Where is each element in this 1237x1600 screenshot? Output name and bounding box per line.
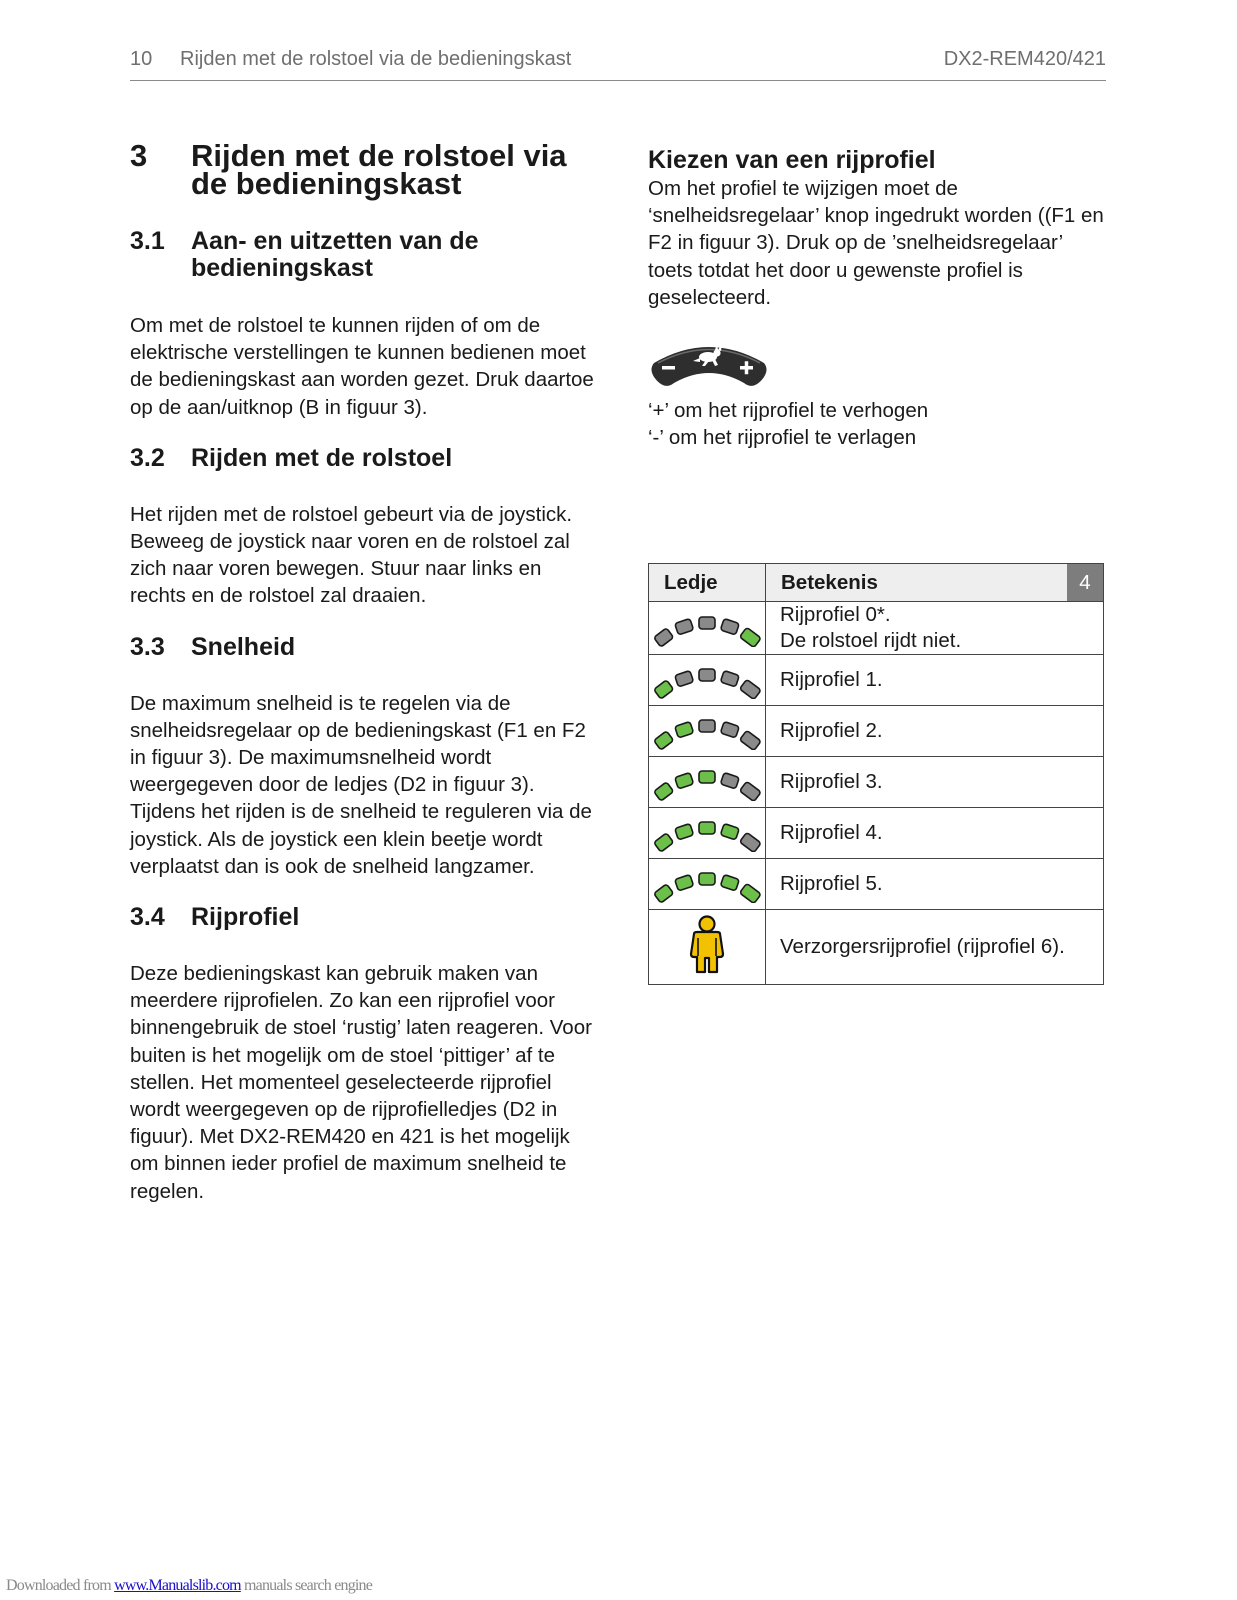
led-segment (720, 772, 739, 788)
meaning-line-1: Rijprofiel 4. (780, 821, 883, 844)
led-segment (675, 823, 694, 839)
section-body-3-2: Het rijden met de rolstoel gebeurt via de joystick. Beweeg de joystick naar voren en de rolstoel zal zich naar voren bewegen. Stuur naar links en rechts en de rolstoel zal draaien. (130, 502, 573, 608)
table-row (649, 602, 1104, 655)
led-indicator-icon (651, 757, 763, 801)
section-title: Rijprofiel (191, 903, 300, 932)
meaning-line-1: Rijprofiel 5. (780, 872, 883, 895)
led-segment (740, 832, 762, 852)
led-segment (740, 679, 762, 699)
led-segment (740, 781, 762, 801)
led-segment (654, 680, 674, 699)
table-row (649, 655, 1104, 706)
manualslib-link[interactable]: www.Manualslib.com (114, 1577, 241, 1594)
led-segment (654, 833, 674, 852)
section-title: Snelheid (191, 632, 296, 661)
section-title: Rijden met de rolstoel (191, 443, 453, 472)
meaning-cell (766, 808, 1104, 859)
table-row (649, 706, 1104, 757)
section-body-3-1: Om met de rolstoel te kunnen rijden of om de elektrische verstellingen te kunnen bedienen moet de bedieningskast aan worden gezet. Druk daartoe op de aan/uitknop (B in figuur 3). (130, 314, 594, 419)
led-segment (699, 822, 715, 834)
meaning-cell (766, 859, 1104, 910)
meaning-cell (766, 602, 1104, 655)
led-segment (720, 618, 739, 634)
table-row-caregiver (649, 910, 1104, 985)
download-footer (6, 1577, 372, 1595)
meaning-cell: Verzorgersrijprofiel (rijprofiel 6). (766, 910, 1104, 985)
profile-select-heading: Kiezen van een rijprofiel (648, 146, 936, 174)
col-header-meaning-label: Betekenis (781, 570, 878, 594)
table-header-row (649, 564, 1104, 602)
meaning-cell (766, 757, 1104, 808)
led-segment (720, 823, 739, 839)
page-number: 10 (130, 48, 153, 70)
chapter-title: Rijden met de rolstoel via de bedieningskast (191, 138, 567, 201)
section-heading-3-3 (130, 634, 595, 661)
led-indicator-icon (651, 859, 763, 903)
led-segment (699, 669, 715, 681)
led-indicator-icon (651, 706, 763, 750)
led-segment (675, 874, 694, 890)
figure-number-badge: 4 (1067, 564, 1103, 601)
plus-note: ‘+’ om het rijprofiel te verhogen (648, 399, 929, 423)
table-row (649, 757, 1104, 808)
caregiver-person-icon (687, 914, 727, 974)
led-segment (699, 720, 715, 732)
meaning-cell (766, 655, 1104, 706)
led-segment (740, 730, 762, 750)
led-cell (649, 910, 766, 985)
profile-table (648, 563, 1104, 985)
left-column (130, 140, 595, 1205)
meaning-line-1: Rijprofiel 2. (780, 719, 883, 742)
header-model: DX2-REM420/421 (943, 48, 1106, 70)
table-row (649, 808, 1104, 859)
meaning-line-1: Rijprofiel 0*. (780, 603, 891, 626)
led-segment (699, 873, 715, 885)
led-segment (740, 883, 762, 903)
footer-suffix: manuals search engine (240, 1577, 373, 1594)
led-segment (675, 721, 694, 737)
led-cell (649, 706, 766, 757)
section-number: 3.2 (130, 443, 165, 472)
led-segment (720, 721, 739, 737)
led-segment (654, 628, 674, 647)
meaning-line-1: Rijprofiel 1. (780, 668, 883, 691)
led-indicator-icon (651, 655, 763, 699)
led-cell (649, 757, 766, 808)
speed-rocker-icon (648, 339, 770, 393)
section-body-3-4: Deze bedieningskast kan gebruik maken van meerdere rijprofielen. Zo kan een rijprofiel voor binnengebruik de stoel ‘rustig’ laten reageren. Voor buiten is het mogelijk om de stoel ‘pittiger’ af te stellen. Het momenteel geselecteerde rijprofiel wordt weergegeven op de rijprofielledjes (D2 in figuur). Met DX2-REM420 en 421 is het mogelijk om binnen ieder profiel de maximum snelheid te regelen. (130, 962, 592, 1203)
led-segment (675, 772, 694, 788)
section-number: 3.1 (130, 227, 165, 255)
led-segment (654, 731, 674, 750)
meaning-line-1: Rijprofiel 3. (780, 770, 883, 793)
led-segment (720, 874, 739, 890)
led-indicator-icon (651, 603, 763, 647)
led-cell (649, 655, 766, 706)
minus-note: ‘-’ om het rijprofiel te verlagen (648, 426, 917, 450)
led-segment (675, 618, 694, 634)
led-segment (720, 670, 739, 686)
section-heading-3-4 (130, 904, 595, 931)
led-segment (699, 771, 715, 783)
led-segment (654, 782, 674, 801)
right-column (648, 145, 1108, 451)
led-cell (649, 859, 766, 910)
section-body-3-3: De maximum snelheid is te regelen via de snelheidsregelaar op de bedieningskast (F1 en F2 in figuur 3). De maximumsnelheid wordt weergegeven door de ledjes (D2 in figuur 3). Tijdens het rijden is de snelheid te reguleren via de joystick. Als de joystick een klein beetje wordt verplaatst dan is ook de snelheid langzamer. (130, 691, 592, 878)
profile-select-body: Om het profiel te wijzigen moet de ‘snelheidsregelaar’ knop ingedrukt worden ((F1 en F2 in figuur 3). Druk op de ’snelheidsregelaar’ toets totdat het door u gewenste profiel is geselecteerd. (648, 177, 1104, 309)
footer-prefix: Downloaded from (6, 1577, 115, 1594)
chapter-heading (130, 138, 595, 201)
led-segment (699, 617, 715, 629)
col-header-led: Ledje (649, 564, 766, 602)
section-number: 3.3 (130, 632, 165, 661)
led-segment (675, 670, 694, 686)
led-cell (649, 808, 766, 859)
meaning-cell (766, 706, 1104, 757)
col-header-meaning (766, 564, 1104, 602)
chapter-number: 3 (130, 138, 148, 173)
section-number: 3.4 (130, 903, 165, 932)
led-indicator-icon (651, 808, 763, 852)
led-segment (740, 627, 762, 647)
section-title: Aan- en uitzetten van de bedieningskast (191, 227, 479, 282)
header-title: Rijden met de rolstoel via de bedieningskast (180, 48, 572, 70)
page-header (130, 48, 1106, 81)
section-heading-3-2 (130, 445, 595, 472)
section-heading-3-1 (130, 228, 595, 282)
meaning-line-2: De rolstoel rijdt niet. (780, 629, 962, 652)
table-row (649, 859, 1104, 910)
led-segment (654, 884, 674, 903)
led-cell (649, 602, 766, 655)
